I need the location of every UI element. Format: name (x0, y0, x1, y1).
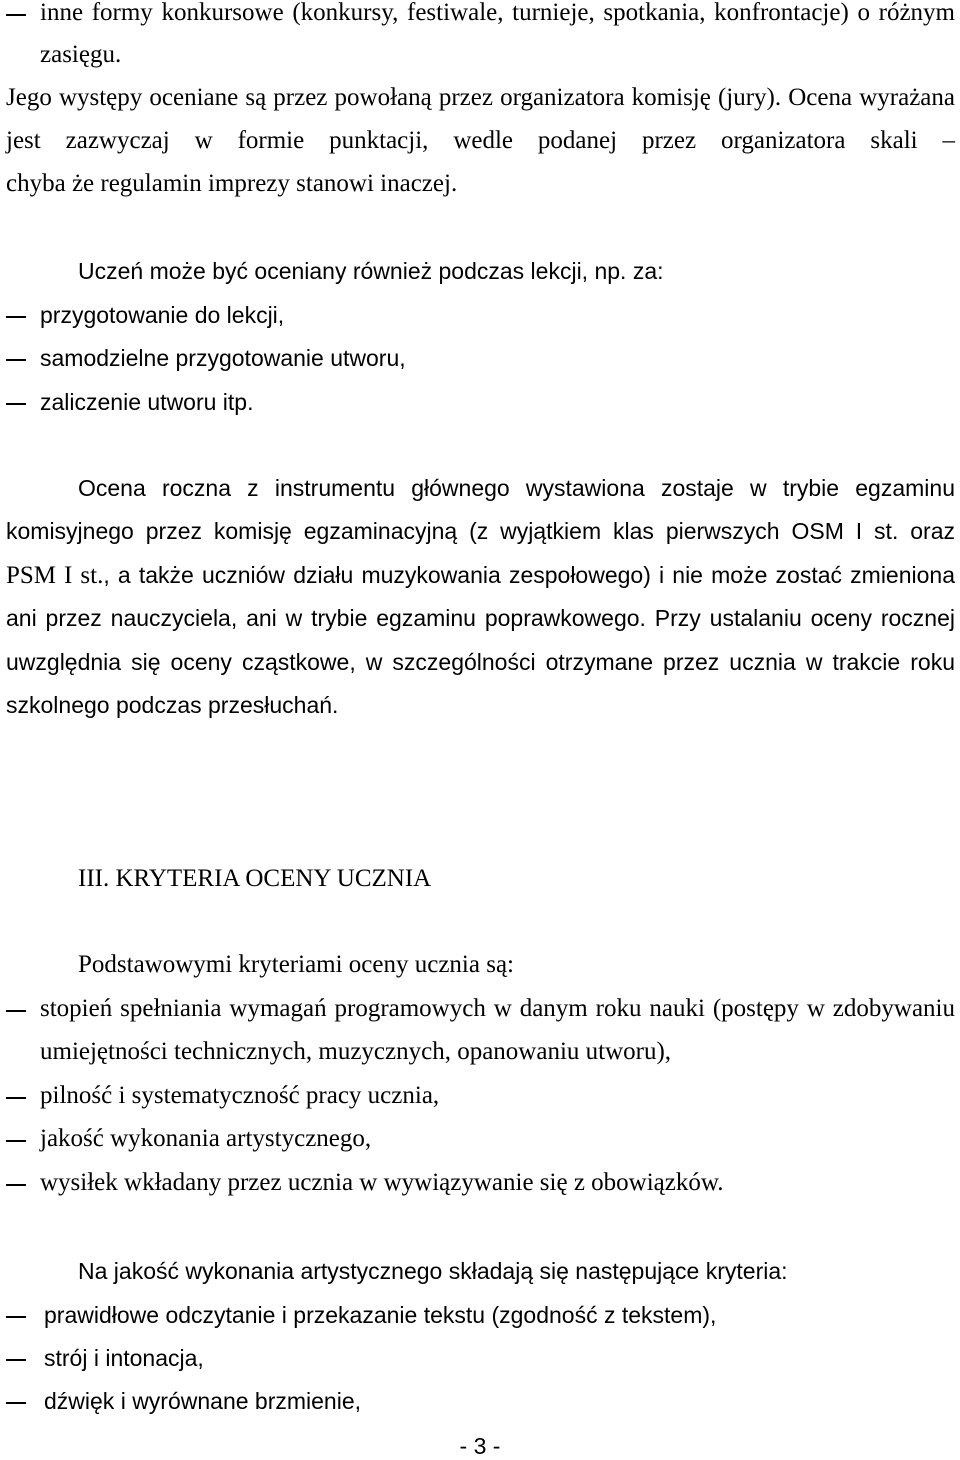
paragraph-line: jest zazwyczaj w formie punktacji, wedle podanej przez organizatora skali – (6, 127, 955, 154)
list-dash (6, 1359, 26, 1361)
list-dash (6, 1010, 26, 1012)
list-item-line: inne formy konkursowe (konkursy, festiwale, turnieje, spotkania, konfrontacje) o różnym (40, 0, 955, 26)
list-dash (6, 359, 26, 361)
list-dash (6, 1097, 26, 1099)
paragraph-line: uwzględnia się oceny cząstkowe, w szczególności otrzymane przez ucznia w trakcie roku (6, 649, 955, 675)
paragraph-intro: Na jakość wykonania artystycznego składają się następujące kryteria: (78, 1258, 788, 1284)
list-item: prawidłowe odczytanie i przekazanie tekstu (zgodność z tekstem), (44, 1302, 717, 1328)
paragraph-line: Jego występy oceniane są przez powołaną przez organizatora komisję (jury). Ocena wyrażana (6, 84, 955, 111)
section-heading: III. KRYTERIA OCENY UCZNIA (78, 865, 432, 892)
paragraph-line-rest: , a także uczniów działu muzykowania zespołowego) i nie może zostać zmieniona (103, 562, 955, 588)
list-item: zaliczenie utworu itp. (40, 389, 254, 415)
paragraph-line: Ocena roczna z instrumentu głównego wystawiona zostaje w trybie egzaminu (78, 475, 955, 501)
list-item-line: umiejętności technicznych, muzycznych, opanowaniu utworu), (40, 1038, 672, 1065)
list-dash (6, 403, 26, 405)
list-dash (6, 1184, 26, 1186)
list-item: przygotowanie do lekcji, (40, 302, 285, 328)
list-dash (6, 316, 26, 318)
list-item: pilność i systematyczność pracy ucznia, (40, 1082, 440, 1109)
list-dash (6, 1140, 26, 1142)
page-number: - 3 - (459, 1433, 501, 1459)
paragraph-line: chyba że regulamin imprezy stanowi inaczej. (6, 170, 458, 197)
paragraph-line: ani przez nauczyciela, ani w trybie egzaminu poprawkowego. Przy ustalaniu oceny rocznej (6, 605, 955, 631)
list-item: dźwięk i wyrównane brzmienie, (44, 1388, 362, 1414)
paragraph-line: szkolnego podczas przesłuchań. (6, 692, 339, 718)
list-item: wysiłek wkładany przez ucznia w wywiązywanie się z obowiązków. (40, 1169, 724, 1196)
paragraph-line: komisyjnego przez komisję egzaminacyjną (z wyjątkiem klas pierwszych OSM I st. oraz (6, 518, 955, 544)
list-item: samodzielne przygotowanie utworu, (40, 345, 406, 371)
paragraph-intro: Podstawowymi kryteriami oceny ucznia są: (78, 951, 514, 978)
paragraph-intro: Uczeń może być oceniany również podczas lekcji, np. za: (78, 258, 664, 284)
paragraph-line (6, 562, 955, 588)
list-dash (6, 1316, 26, 1318)
list-dash (6, 1402, 26, 1404)
list-item: jakość wykonania artystycznego, (40, 1125, 372, 1152)
list-item-line: stopień spełniania wymagań programowych w danym roku nauki (postępy w zdobywaniu (40, 995, 955, 1022)
list-item: strój i intonacja, (44, 1345, 204, 1371)
list-item-line: zasięgu. (40, 41, 122, 68)
list-dash (6, 14, 26, 16)
school-level-text: PSM I st. (6, 562, 104, 589)
